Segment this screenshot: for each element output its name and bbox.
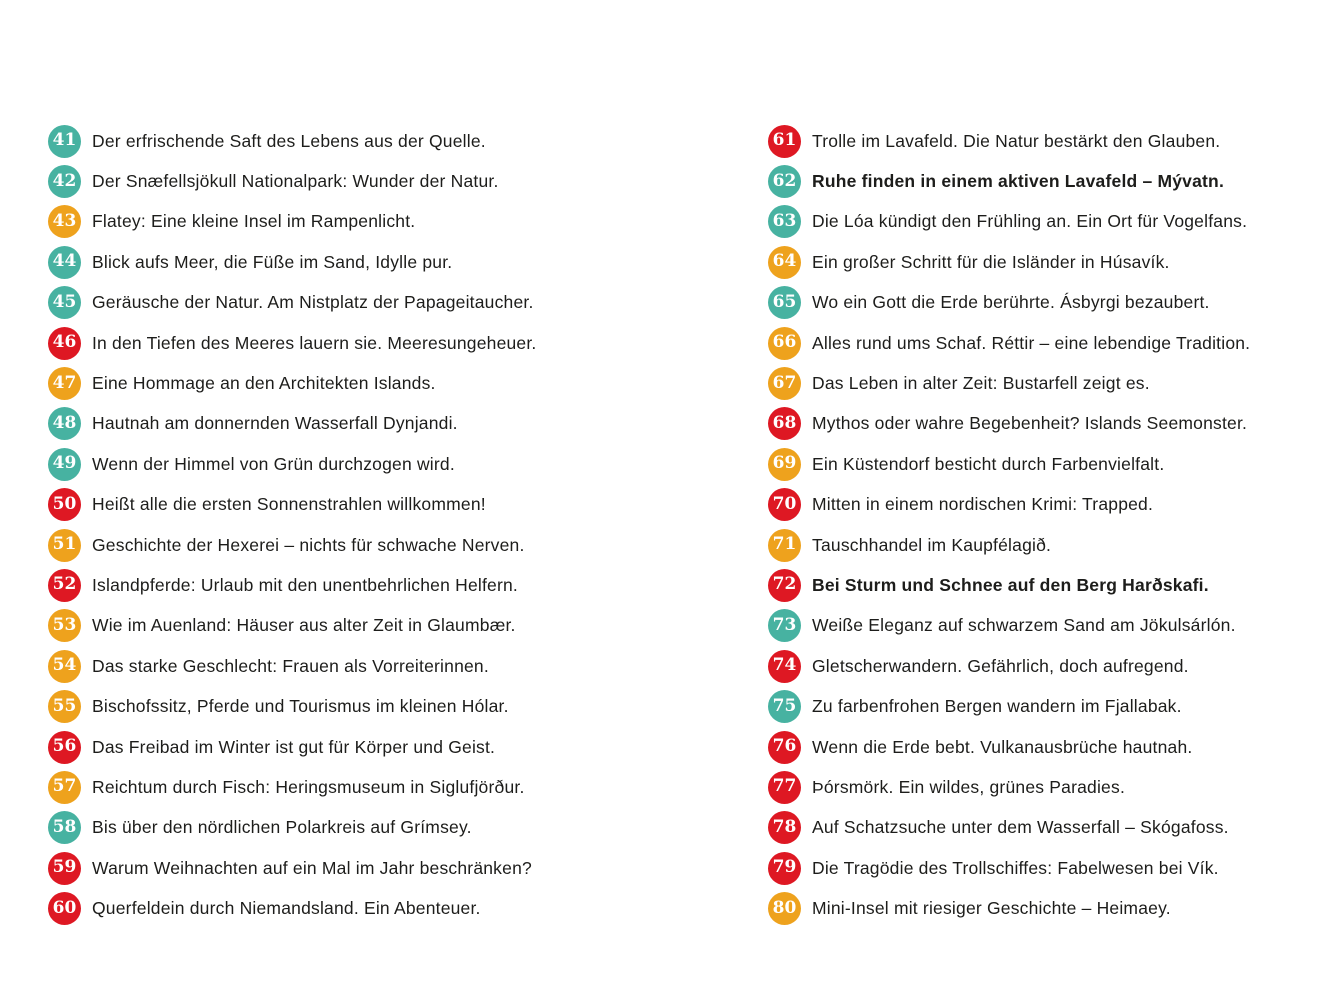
entry-title: Zu farbenfrohen Bergen wandern im Fjallabak. bbox=[812, 696, 1182, 717]
entry-title: Ein großer Schritt für die Isländer in Húsavík. bbox=[812, 251, 1170, 272]
toc-entry bbox=[768, 767, 1250, 807]
toc-entry bbox=[48, 121, 537, 161]
entry-title: Die Lóa kündigt den Frühling an. Ein Ort für Vogelfans. bbox=[812, 211, 1248, 232]
toc-entry bbox=[768, 161, 1250, 201]
toc-entry bbox=[768, 485, 1250, 525]
entry-number-badge: 53 bbox=[48, 609, 81, 642]
entry-title: Das Freibad im Winter ist gut für Körper und Geist. bbox=[92, 736, 496, 757]
entry-title: Blick aufs Meer, die Füße im Sand, Idylle pur. bbox=[92, 251, 453, 272]
entry-number-badge: 52 bbox=[48, 569, 81, 602]
entry-number-badge: 69 bbox=[768, 448, 801, 481]
entry-title: Mini-Insel mit riesiger Geschichte – Heimaey. bbox=[812, 898, 1171, 919]
entry-title: Wo ein Gott die Erde berührte. Ásbyrgi bezaubert. bbox=[812, 292, 1210, 313]
entry-number-badge: 71 bbox=[768, 529, 801, 562]
toc-entry bbox=[48, 161, 537, 201]
toc-entry bbox=[48, 808, 537, 848]
entry-number-badge: 79 bbox=[768, 852, 801, 885]
entry-title: Tauschhandel im Kaupfélagið. bbox=[812, 534, 1052, 555]
entry-number-badge: 77 bbox=[768, 771, 801, 804]
toc-entry bbox=[768, 283, 1250, 323]
entry-number-badge: 67 bbox=[768, 367, 801, 400]
toc-entry bbox=[48, 525, 537, 565]
entry-title: Trolle im Lavafeld. Die Natur bestärkt den Glauben. bbox=[812, 130, 1221, 151]
toc-entry bbox=[48, 444, 537, 484]
entry-number-badge: 47 bbox=[48, 367, 81, 400]
toc-entry bbox=[768, 848, 1250, 888]
entry-title: Geräusche der Natur. Am Nistplatz der Papageitaucher. bbox=[92, 292, 534, 313]
entry-number-badge: 57 bbox=[48, 771, 81, 804]
entry-title: Das Leben in alter Zeit: Bustarfell zeigt es. bbox=[812, 373, 1150, 394]
toc-entry bbox=[768, 646, 1250, 686]
toc-entry bbox=[768, 606, 1250, 646]
toc-entry bbox=[48, 686, 537, 726]
entry-number-badge: 44 bbox=[48, 246, 81, 279]
entry-title: Mythos oder wahre Begebenheit? Islands Seemonster. bbox=[812, 413, 1248, 434]
toc-entry bbox=[768, 444, 1250, 484]
entry-title: Der erfrischende Saft des Lebens aus der Quelle. bbox=[92, 130, 486, 151]
entry-title: Bischofssitz, Pferde und Tourismus im kleinen Hólar. bbox=[92, 696, 509, 717]
entry-number-badge: 72 bbox=[768, 569, 801, 602]
entry-number-badge: 51 bbox=[48, 529, 81, 562]
toc-entry bbox=[48, 848, 537, 888]
entry-number-badge: 55 bbox=[48, 690, 81, 723]
toc-entry bbox=[48, 606, 537, 646]
toc-entry bbox=[48, 404, 537, 444]
toc-entry bbox=[768, 404, 1250, 444]
toc-entry bbox=[48, 888, 537, 928]
toc-entry bbox=[768, 525, 1250, 565]
entry-title: Hautnah am donnernden Wasserfall Dynjandi. bbox=[92, 413, 458, 434]
entry-title: Die Tragödie des Trollschiffes: Fabelwesen bei Vík. bbox=[812, 857, 1219, 878]
entry-number-badge: 78 bbox=[768, 811, 801, 844]
toc-entry bbox=[48, 283, 537, 323]
entry-title: Flatey: Eine kleine Insel im Rampenlicht. bbox=[92, 211, 416, 232]
entry-number-badge: 64 bbox=[768, 246, 801, 279]
toc-entry bbox=[48, 485, 537, 525]
entry-number-badge: 70 bbox=[768, 488, 801, 521]
entry-number-badge: 45 bbox=[48, 286, 81, 319]
entry-title: Eine Hommage an den Architekten Islands. bbox=[92, 373, 436, 394]
entry-number-badge: 41 bbox=[48, 125, 81, 158]
toc-entry bbox=[768, 727, 1250, 767]
entry-title: Querfeldein durch Niemandsland. Ein Abenteuer. bbox=[92, 898, 481, 919]
toc-entry bbox=[768, 121, 1250, 161]
toc-entry bbox=[48, 202, 537, 242]
entry-number-badge: 56 bbox=[48, 731, 81, 764]
entry-number-badge: 61 bbox=[768, 125, 801, 158]
entry-number-badge: 68 bbox=[768, 407, 801, 440]
entry-title: Gletscherwandern. Gefährlich, doch aufregend. bbox=[812, 655, 1189, 676]
toc-entry bbox=[768, 888, 1250, 928]
toc-entry bbox=[48, 242, 537, 282]
entry-number-badge: 66 bbox=[768, 327, 801, 360]
toc-column-right bbox=[768, 121, 1250, 929]
entry-title: Wenn der Himmel von Grün durchzogen wird. bbox=[92, 453, 455, 474]
entry-title: Der Snæfellsjökull Nationalpark: Wunder der Natur. bbox=[92, 171, 499, 192]
toc-entry bbox=[48, 767, 537, 807]
entry-title: Weiße Eleganz auf schwarzem Sand am Jökulsárlón. bbox=[812, 615, 1236, 636]
entry-title: Auf Schatzsuche unter dem Wasserfall – Skógafoss. bbox=[812, 817, 1229, 838]
entry-title: Ein Küstendorf besticht durch Farbenvielfalt. bbox=[812, 453, 1165, 474]
entry-number-badge: 48 bbox=[48, 407, 81, 440]
entry-number-badge: 73 bbox=[768, 609, 801, 642]
toc-entry bbox=[768, 242, 1250, 282]
toc-entry bbox=[768, 808, 1250, 848]
entry-title: Warum Weihnachten auf ein Mal im Jahr beschränken? bbox=[92, 857, 532, 878]
entry-number-badge: 59 bbox=[48, 852, 81, 885]
entry-title: Reichtum durch Fisch: Heringsmuseum in Siglufjörður. bbox=[92, 776, 525, 797]
entry-title: Wenn die Erde bebt. Vulkanausbrüche hautnah. bbox=[812, 736, 1193, 757]
toc-entry bbox=[48, 565, 537, 605]
entry-title: Ruhe finden in einem aktiven Lavafeld – Mývatn. bbox=[812, 171, 1225, 192]
entry-title: Þórsmörk. Ein wildes, grünes Paradies. bbox=[812, 776, 1126, 797]
entry-number-badge: 62 bbox=[768, 165, 801, 198]
toc-entry bbox=[768, 686, 1250, 726]
toc-entry bbox=[48, 646, 537, 686]
entry-title: Mitten in einem nordischen Krimi: Trapped. bbox=[812, 494, 1154, 515]
toc-entry bbox=[768, 363, 1250, 403]
entry-number-badge: 46 bbox=[48, 327, 81, 360]
entry-number-badge: 43 bbox=[48, 205, 81, 238]
entry-number-badge: 58 bbox=[48, 811, 81, 844]
entry-number-badge: 76 bbox=[768, 731, 801, 764]
entry-title: Islandpferde: Urlaub mit den unentbehrlichen Helfern. bbox=[92, 574, 518, 595]
entry-title: Das starke Geschlecht: Frauen als Vorreiterinnen. bbox=[92, 655, 489, 676]
entry-title: Alles rund ums Schaf. Réttir – eine lebendige Tradition. bbox=[812, 332, 1251, 353]
entry-number-badge: 42 bbox=[48, 165, 81, 198]
entry-number-badge: 49 bbox=[48, 448, 81, 481]
toc-entry bbox=[48, 323, 537, 363]
entry-title: Bis über den nördlichen Polarkreis auf Grímsey. bbox=[92, 817, 472, 838]
entry-title: Heißt alle die ersten Sonnenstrahlen willkommen! bbox=[92, 494, 486, 515]
entry-title: Bei Sturm und Schnee auf den Berg Harðskafi. bbox=[812, 574, 1209, 595]
entry-number-badge: 60 bbox=[48, 892, 81, 925]
toc-entry bbox=[48, 727, 537, 767]
entry-number-badge: 80 bbox=[768, 892, 801, 925]
toc-entry bbox=[48, 363, 537, 403]
entry-number-badge: 75 bbox=[768, 690, 801, 723]
entry-title: In den Tiefen des Meeres lauern sie. Meeresungeheuer. bbox=[92, 332, 537, 353]
toc-entry bbox=[768, 202, 1250, 242]
entry-number-badge: 63 bbox=[768, 205, 801, 238]
entry-number-badge: 65 bbox=[768, 286, 801, 319]
entry-title: Geschichte der Hexerei – nichts für schwache Nerven. bbox=[92, 534, 525, 555]
entry-number-badge: 50 bbox=[48, 488, 81, 521]
entry-title: Wie im Auenland: Häuser aus alter Zeit in Glaumbær. bbox=[92, 615, 516, 636]
entry-number-badge: 74 bbox=[768, 650, 801, 683]
toc-column-left bbox=[48, 121, 537, 929]
toc-entry bbox=[768, 565, 1250, 605]
toc-entry bbox=[768, 323, 1250, 363]
entry-number-badge: 54 bbox=[48, 650, 81, 683]
